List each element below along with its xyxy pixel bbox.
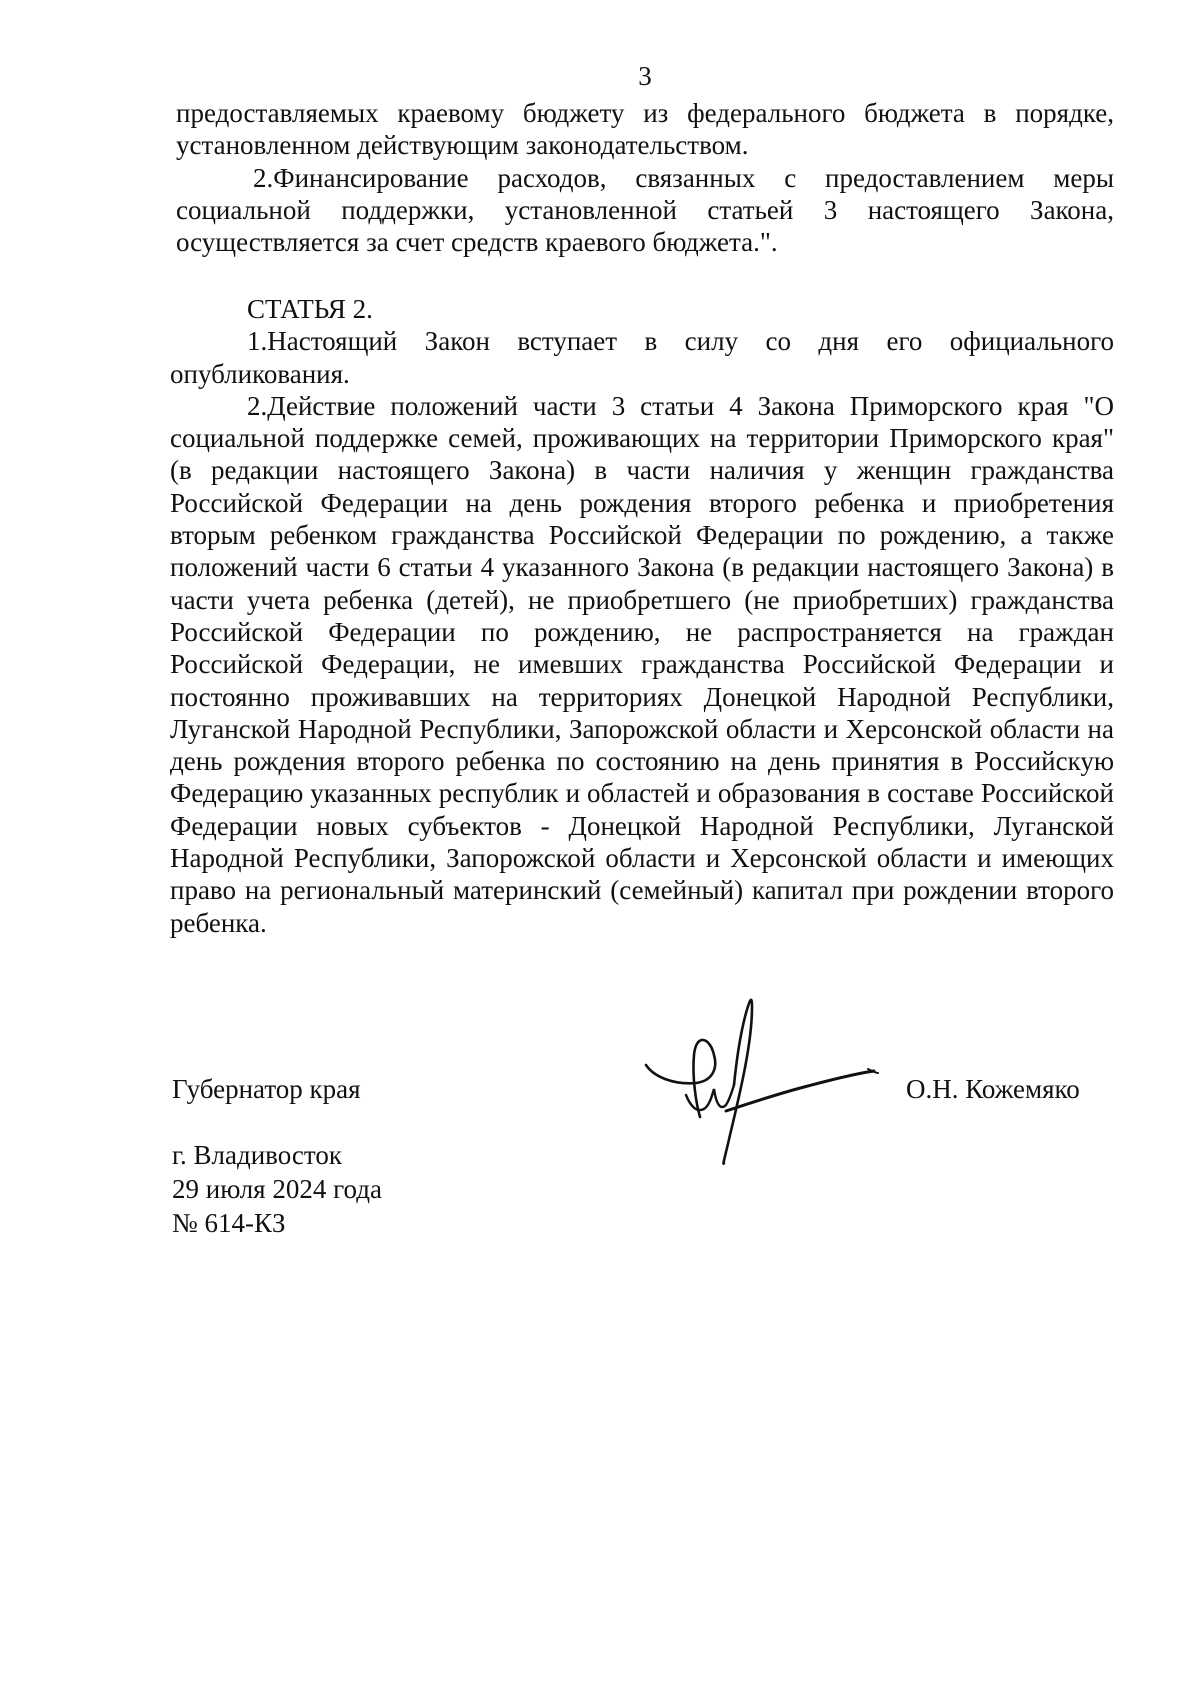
city: г. Владивосток: [172, 1140, 342, 1170]
date: 29 июля 2024 года: [172, 1174, 382, 1204]
law-number: № 614-КЗ: [172, 1208, 286, 1238]
signatory-position: Губернатор края: [172, 1074, 361, 1104]
article-2: [170, 293, 1114, 939]
section-1-text: [176, 97, 1114, 258]
paragraph-financing: 2.Финансирование расходов, связанных с предоставлением меры социальной поддержки, установленной статьей 3 настоящего Закона, осуществляется за счет средств краевого бюджета.".: [176, 162, 1114, 258]
article-item-1: 1.Настоящий Закон вступает в силу со дня его официального опубликования.: [170, 326, 1114, 389]
article-heading: СТАТЬЯ 2.: [247, 294, 373, 324]
article-item-2: 2.Действие положений части 3 статьи 4 Закона Приморского края "О социальной поддержке семей, проживающих на территории Приморского края" (в редакции настоящего Закона) в части наличия у женщин гражданства Российской Федерации на день рождения второго ребенка и приобретения вторым ребенком гражданства Российской Федерации по рождению, а также положений части 6 статьи 4 указанного Закона (в редакции настоящего Закона) в части учета ребенка (детей), не приобретшего (не приобретших) гражданства Российской Федерации по рождению, не распространяется на граждан Российской Федерации, не имевших гражданства Российской Федерации и постоянно проживавших на территориях Донецкой Народной Республики, Луганской Народной Республики, Запорожской области и Херсонской области на день рождения второго ребенка по состоянию на день принятия в Российскую Федерацию указанных республик и областей и образования в составе Российской Федерации новых субъектов - Донецкой Народной Республики, Луганской Народной Республики, Запорожской области и Херсонской области и имеющих право на региональный материнский (семейный) капитал при рождении второго ребенка.: [170, 390, 1114, 938]
paragraph-continuation: предоставляемых краевому бюджету из федерального бюджета в порядке, установленном действующим законодательством.: [176, 98, 1114, 161]
page-number: 3: [638, 61, 652, 91]
handwritten-signature: [634, 985, 884, 1175]
signatory-name: О.Н. Кожемяко: [906, 1074, 1080, 1104]
place-and-date: [172, 1138, 382, 1240]
